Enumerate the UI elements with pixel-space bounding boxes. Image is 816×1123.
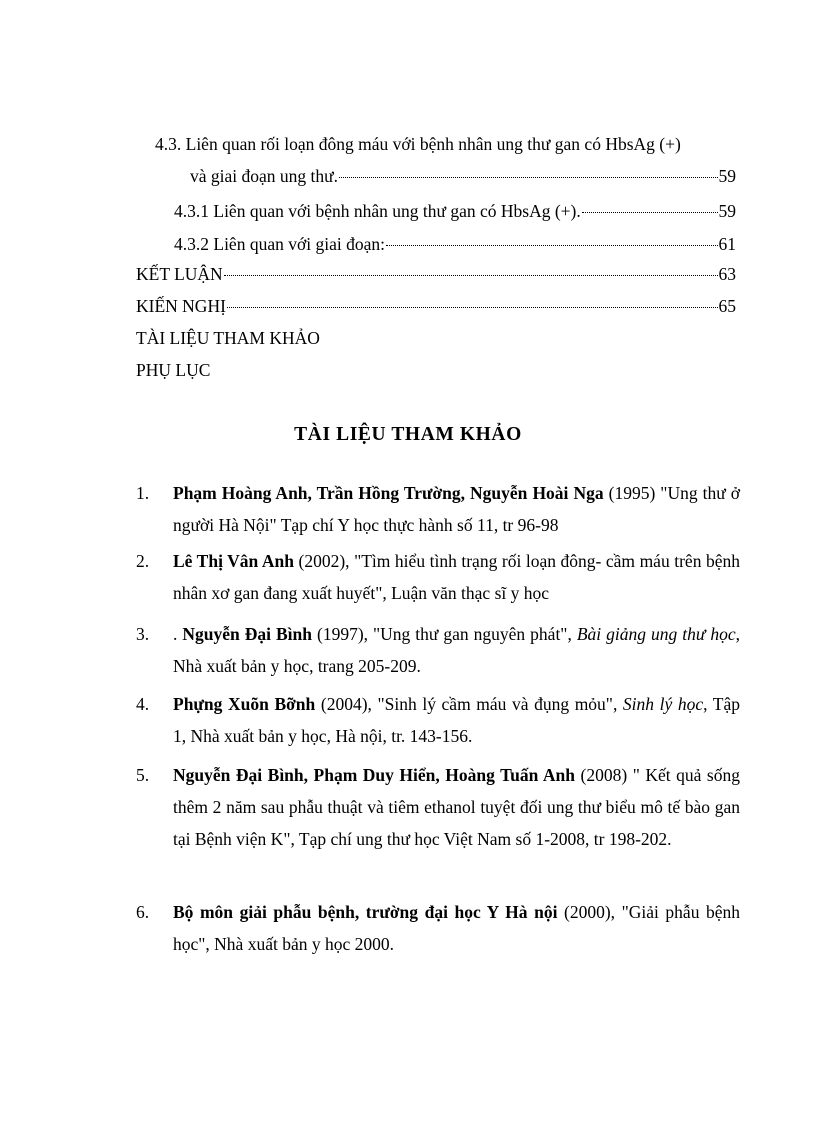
toc-entry-4-3-2[interactable] <box>174 232 736 256</box>
reference-year: (2002), <box>293 551 350 571</box>
reference-number: 1. <box>136 483 150 503</box>
reference-tail: , Tập 1, Nhà xuất bản y học, Hà nội, tr. 143-156. <box>173 694 740 746</box>
reference-year: (2004), <box>315 694 372 714</box>
reference-authors: Phạm Hoàng Anh, Trần Hồng Trường, Nguyễn Hoài Nga <box>173 483 604 503</box>
reference-details: "Sinh lý cầm máu và đụng mỏu", <box>371 694 623 714</box>
toc-entry-kien-nghi[interactable] <box>136 294 736 318</box>
reference-details: "Tìm hiểu tình trạng rối loạn đông- cầm máu trên bệnh nhân xơ gan đang xuất huyết", Luận văn thạc sĩ y học <box>173 551 741 603</box>
reference-number: 2. <box>136 551 150 571</box>
toc-page-number: 65 <box>718 296 736 316</box>
toc-page-number: 61 <box>718 234 736 254</box>
toc-page-number: 59 <box>718 201 736 221</box>
toc-entry-4-3[interactable] <box>190 164 736 188</box>
toc-entry-4-3-heading: 4.3. Liên quan rối loạn đông máu với bệnh nhân ung thư gan có HbsAg (+) <box>155 134 681 154</box>
reference-details: "Ung thư gan nguyên phát", <box>368 624 577 644</box>
toc-entry-phu-luc[interactable]: PHỤ LỤC <box>136 360 211 380</box>
toc-page-number: 63 <box>718 264 736 284</box>
reference-number: 3. <box>136 624 150 644</box>
reference-authors: Nguyễn Đại Bình, Phạm Duy Hiển, Hoàng Tuấn Anh <box>173 765 576 785</box>
toc-leader-dots <box>224 275 718 276</box>
reference-number: 4. <box>136 694 150 714</box>
reference-details: "Ung thư ở người Hà Nội" Tạp chí Y học thực hành số 11, tr 96-98 <box>173 483 740 535</box>
reference-item-3 <box>136 618 740 682</box>
toc-entry-ket-luan[interactable] <box>136 262 736 286</box>
reference-year: (2000), <box>557 902 616 922</box>
reference-year: (2008) <box>575 765 628 785</box>
toc-entry-label: 4.3.2 Liên quan với giai đoạn: <box>174 234 385 254</box>
reference-item-2 <box>136 545 740 609</box>
reference-year: (1997), <box>312 624 369 644</box>
reference-item-6 <box>136 896 740 960</box>
reference-tail: , Nhà xuất bản y học, trang 205-209. <box>173 624 741 676</box>
reference-item-5 <box>136 759 740 855</box>
reference-authors: Nguyễn Đại Bình <box>182 624 312 644</box>
toc-entry-label: và giai đoạn ung thư. <box>190 166 338 186</box>
toc-leader-dots <box>339 177 718 178</box>
reference-italic-title: Sinh lý học <box>622 694 704 714</box>
toc-leader-dots <box>582 212 718 213</box>
reference-year: (1995) <box>603 483 656 503</box>
toc-entry-4-3-1[interactable] <box>174 199 736 223</box>
reference-details: "Giải phẫu bệnh học", Nhà xuất bản y học 2000. <box>173 902 741 954</box>
references-title: TÀI LIỆU THAM KHẢO <box>294 424 522 445</box>
reference-item-1 <box>136 477 740 541</box>
reference-number: 6. <box>136 902 150 922</box>
reference-authors: Bộ môn giải phẫu bệnh, trường đại học Y Hà nội <box>173 902 558 922</box>
toc-entry-tai-lieu[interactable]: TÀI LIỆU THAM KHẢO <box>136 328 320 348</box>
reference-item-4 <box>136 688 740 752</box>
toc-entry-label: KẾT LUẬN <box>136 264 223 284</box>
toc-leader-dots <box>386 245 718 246</box>
toc-entry-label: KIẾN NGHỊ <box>136 296 226 316</box>
toc-entry-label: 4.3.1 Liên quan với bệnh nhân ung thư gan có HbsAg (+). <box>174 201 581 221</box>
reference-authors: Phựng Xuõn Bỡnh <box>173 694 316 714</box>
toc-leader-dots <box>227 307 718 308</box>
reference-authors: Lê Thị Vân Anh <box>173 551 294 571</box>
reference-number: 5. <box>136 765 150 785</box>
reference-lead: . <box>173 624 183 644</box>
reference-details: " Kết quả sống thêm 2 năm sau phẫu thuật và tiêm ethanol tuyệt đối ung thư biểu mô tế bào gan tại Bệnh viện K", Tạp chí ung thư học Việt Nam số 1-2008, tr 198-202. <box>173 765 740 849</box>
toc-page-number: 59 <box>718 166 736 186</box>
reference-italic-title: Bài giảng ung thư học <box>576 624 736 644</box>
